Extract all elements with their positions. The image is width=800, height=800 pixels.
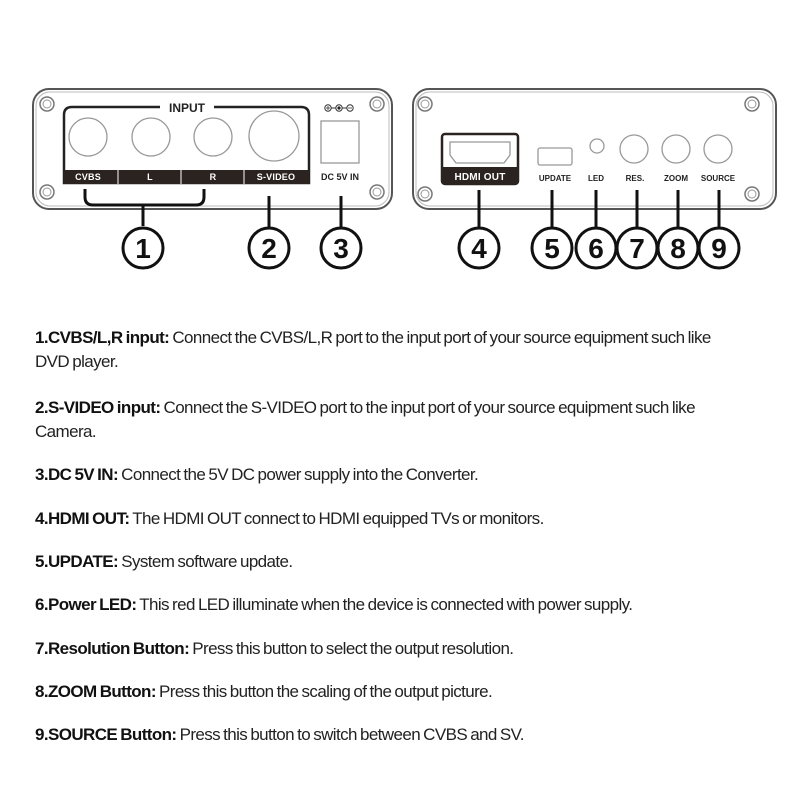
- power-led: [590, 139, 604, 153]
- callout-6: [576, 228, 616, 268]
- svg-text:5: 5: [544, 233, 560, 264]
- output-side-panel: [413, 89, 776, 228]
- svg-text:7: 7: [629, 233, 645, 264]
- source-label: SOURCE: [700, 174, 736, 183]
- svg-text:4: 4: [471, 233, 487, 264]
- audio-r-label: R: [209, 172, 217, 182]
- audio-r-port: [194, 118, 232, 156]
- cvbs-label: CVBS: [75, 172, 101, 182]
- svg-text:2: 2: [261, 233, 277, 264]
- device-panel-diagram: [0, 0, 800, 300]
- source-button: [704, 135, 732, 163]
- s-video-port: [249, 111, 299, 161]
- description-power-led: 6.Power LED: This red LED illuminate when the device is connected with power supply.: [35, 595, 633, 614]
- screw-icon: [418, 97, 432, 111]
- svg-text:6: 6: [588, 233, 604, 264]
- description-update: 5.UPDATE: System software update.: [35, 552, 293, 571]
- update-port: [538, 148, 572, 165]
- description-source-button: 9.SOURCE Button: Press this button to switch between CVBS and SV.: [35, 725, 524, 744]
- audio-l-port: [132, 118, 170, 156]
- zoom-label: ZOOM: [664, 174, 688, 183]
- svg-text:8: 8: [670, 233, 686, 264]
- zoom-button: [662, 135, 690, 163]
- callout-2: [249, 228, 289, 268]
- update-label: UPDATE: [538, 174, 572, 183]
- screw-icon: [370, 185, 384, 199]
- audio-l-label: L: [147, 172, 153, 182]
- screw-icon: [370, 97, 384, 111]
- svg-text:3: 3: [333, 233, 349, 264]
- callout-8: [658, 228, 698, 268]
- dc-power-jack: [321, 121, 359, 163]
- resolution-button: [620, 135, 648, 163]
- led-label: LED: [588, 174, 604, 183]
- description-dc-5v-in: 3.DC 5V IN: Connect the 5V DC power supply into the Converter.: [35, 465, 479, 484]
- description-hdmi-out: 4.HDMI OUT: The HDMI OUT connect to HDMI equipped TVs or monitors.: [35, 509, 544, 528]
- dc-polarity-icon: [325, 105, 353, 111]
- callout-9: [699, 228, 739, 268]
- svg-text:9: 9: [711, 233, 727, 264]
- screw-icon: [40, 97, 54, 111]
- description-zoom-button: 8.ZOOM Button: Press this button the scaling of the output picture.: [35, 682, 493, 701]
- description-s-video: 2.S-VIDEO input: Connect the S-VIDEO port to the input port of your source equipment such like Camera.: [35, 398, 695, 441]
- screw-icon: [745, 187, 759, 201]
- res-label: RES.: [625, 174, 645, 183]
- screw-icon: [40, 185, 54, 199]
- hdmi-out-label: HDMI OUT: [454, 172, 506, 183]
- cvbs-port: [69, 118, 107, 156]
- screw-icon: [418, 187, 432, 201]
- dc-5v-in-label: DC 5V IN: [320, 172, 360, 182]
- svg-text:1: 1: [135, 233, 151, 264]
- callout-4: [459, 228, 499, 268]
- screw-icon: [745, 97, 759, 111]
- callout-5: [532, 228, 572, 268]
- callout-1: [123, 228, 163, 268]
- hdmi-port-icon: [450, 142, 510, 163]
- callout-3: [321, 228, 361, 268]
- callout-7: [617, 228, 657, 268]
- input-group-title: INPUT: [169, 101, 205, 115]
- description-cvbs-lr: 1.CVBS/L,R input: Connect the CVBS/L,R port to the input port of your source equipment such like DVD player.: [35, 328, 711, 371]
- s-video-label: S-VIDEO: [256, 172, 296, 182]
- description-resolution-button: 7.Resolution Button: Press this button to select the output resolution.: [35, 639, 514, 658]
- input-side-panel: [33, 89, 392, 228]
